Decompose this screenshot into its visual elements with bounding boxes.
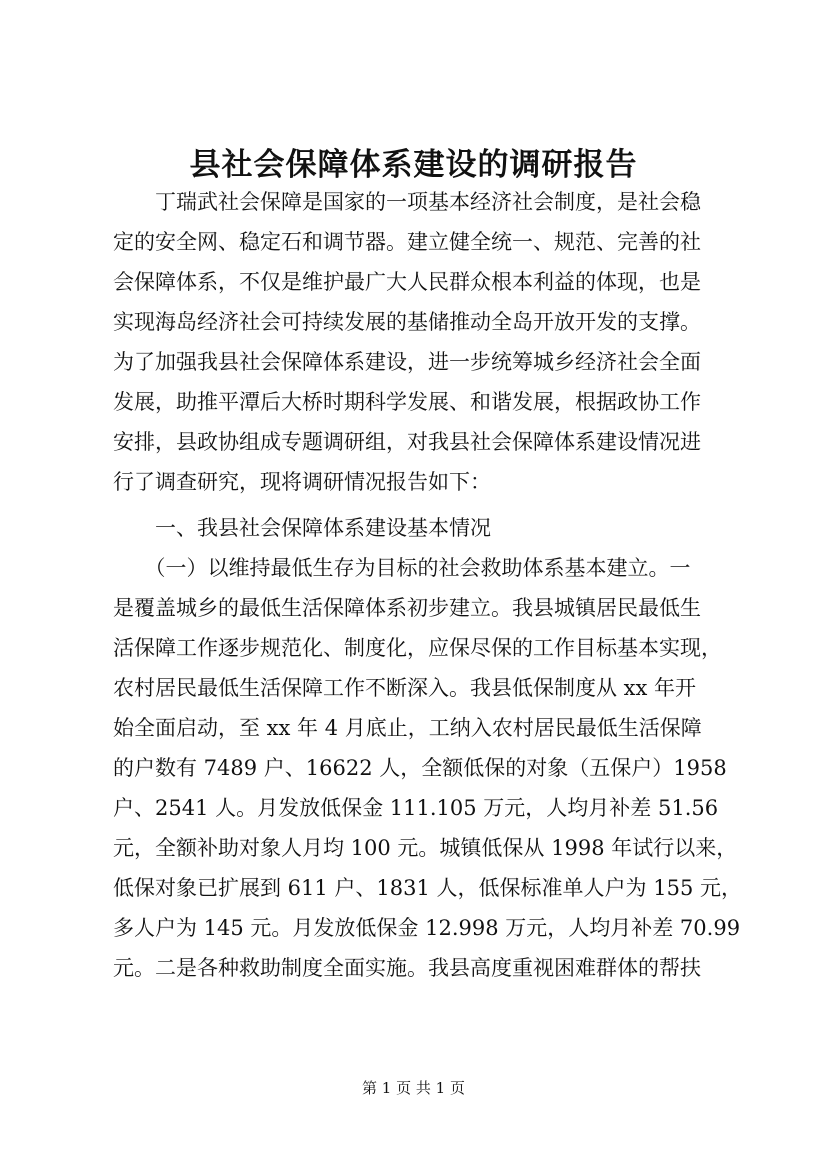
body-line: 户、2541 人。月发放低保金 111.105 万元，人均月补差 51.56 xyxy=(113,796,719,820)
page-footer: 第 1 页 共 1 页 xyxy=(362,1079,465,1097)
body-line: 活保障工作逐步规范化、制度化，应保尽保的工作目标基本实现， xyxy=(113,636,722,660)
body-line: 多人户为 145 元。月发放低保金 12.998 万元，人均月补差 70.99 xyxy=(113,916,741,940)
body-line: 元。二是各种救助制度全面实施。我县高度重视困难群体的帮扶 xyxy=(113,956,701,980)
body-line: 安排，县政协组成专题调研组，对我县社会保障体系建设情况进 xyxy=(113,430,701,454)
body-line: 发展，助推平潭后大桥时期科学发展、和谐发展，根据政协工作 xyxy=(113,390,701,414)
body-line: 会保障体系，不仅是维护最广大人民群众根本利益的体现，也是 xyxy=(113,270,701,294)
body-line: 丁瑞武社会保障是国家的一项基本经济社会制度，是社会稳 xyxy=(113,190,701,214)
body-line: 元，全额补助对象人月均 100 元。城镇低保从 1998 年试行以来， xyxy=(113,836,738,860)
body-line: 始全面启动，至 xx 年 4 月底止，工纳入农村居民最低生活保障 xyxy=(113,716,702,740)
body-line: （一）以维持最低生存为目标的社会救助体系基本建立。一 xyxy=(113,556,691,580)
body-line: 行了调查研究，现将调研情况报告如下： xyxy=(113,470,491,494)
body-line: 是覆盖城乡的最低生活保障体系初步建立。我县城镇居民最低生 xyxy=(113,596,701,620)
document-title: 县社会保障体系建设的调研报告 xyxy=(189,147,638,183)
body-line: 农村居民最低生活保障工作不断深入。我县低保制度从 xx 年开 xyxy=(113,676,697,700)
body-line: 定的安全网、稳定石和调节器。建立健全统一、规范、完善的社 xyxy=(113,230,701,254)
section-heading: 一、我县社会保障体系建设基本情况 xyxy=(113,516,491,540)
body-line: 的户数有 7489 户、16622 人，全额低保的对象（五保户）1958 xyxy=(113,756,727,780)
body-line: 实现海岛经济社会可持续发展的基储推动全岛开放开发的支撑。 xyxy=(113,310,701,334)
body-line: 低保对象已扩展到 611 户、1831 人，低保标准单人户为 155 元， xyxy=(113,876,742,900)
body-line: 为了加强我县社会保障体系建设，进一步统筹城乡经济社会全面 xyxy=(113,350,701,374)
